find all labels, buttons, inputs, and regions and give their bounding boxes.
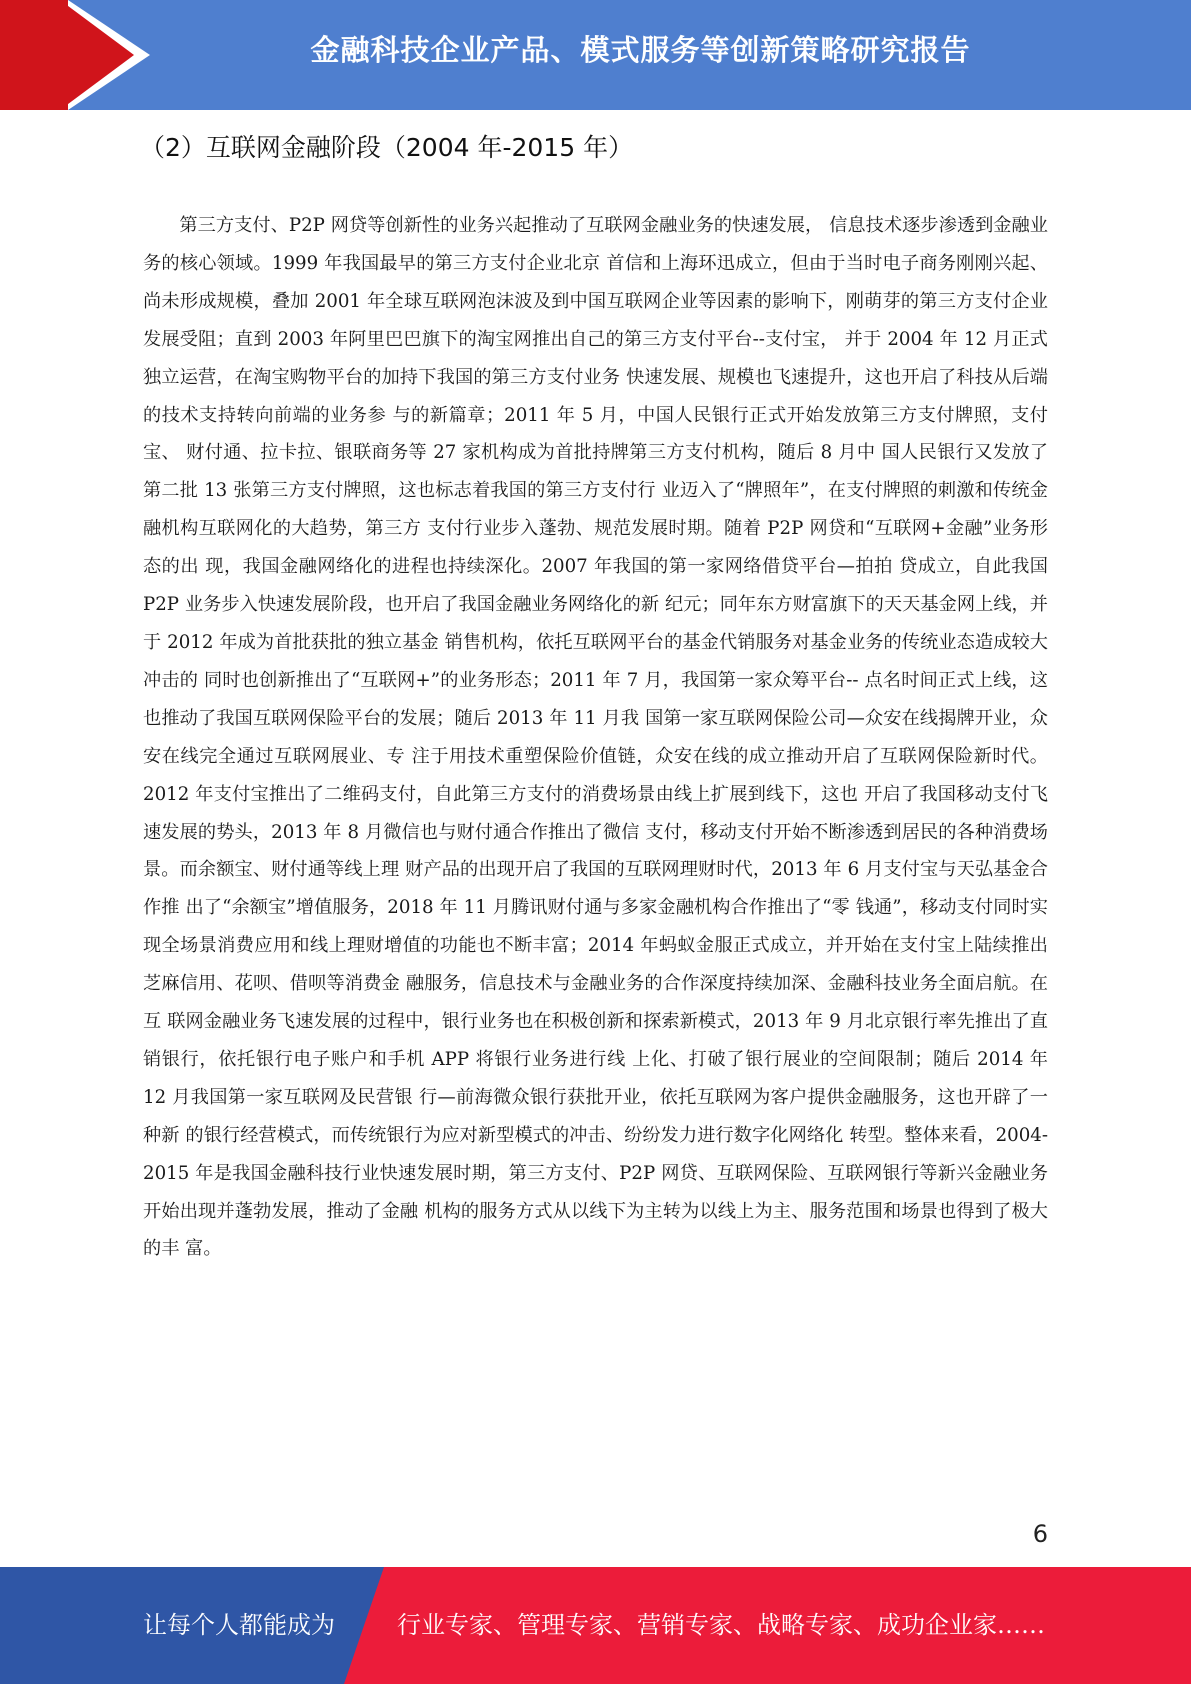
footer-slogan-right: 行业专家、管理专家、营销专家、战略专家、成功企业家…… <box>397 1611 1045 1639</box>
page-number: 6 <box>1032 1520 1048 1548</box>
page-header <box>0 0 1191 110</box>
body-paragraph: 第三方支付、P2P 网贷等创新性的业务兴起推动了互联网金融业务的快速发展， 信息技术逐步渗透到金融业务的核心领域。1999 年我国最早的第三方支付企业北京 首信和上海环迅成立，但由于当时电子商务刚刚兴起、尚未形成规模，叠加 2001 年全球互联网泡沫波及到中国互联网企业等因素的影响下，刚萌芽的第三方支付企业 发展受阻；直到 2003 年阿里巴巴旗下的淘宝网推出自己的第三方支付平台--支付宝， 并于 2004 年 12 月正式独立运营，在淘宝购物平台的加持下我国的第三方支付业务 快速发展、规模也飞速提升，这也开启了科技从后端的技术支持转向前端的业务参 与的新篇章；2011 年 5 月，中国人民银行正式开始发放第三方支付牌照，支付宝、 财付通、拉卡拉、银联商务等 27 家机构成为首批持牌第三方支付机构，随后 8 月中 国人民银行又发放了第二批 13 张第三方支付牌照，这也标志着我国的第三方支付行 业迈入了“牌照年”，在支付牌照的刺激和传统金融机构互联网化的大趋势，第三方 支付行业步入蓬勃、规范发展时期。随着 P2P 网贷和“互联网+金融”业务形态的出 现，我国金融网络化的进程也持续深化。2007 年我国的第一家网络借贷平台—拍拍 贷成立，自此我国 P2P 业务步入快速发展阶段，也开启了我国金融业务网络化的新 纪元；同年东方财富旗下的天天基金网上线，并于 2012 年成为首批获批的独立基金 销售机构，依托互联网平台的基金代销服务对基金业务的传统业态造成较大冲击的 同时也创新推出了“互联网+”的业务形态；2011 年 7 月，我国第一家众筹平台-- 点名时间正式上线，这也推动了我国互联网保险平台的发展；随后 2013 年 11 月我 国第一家互联网保险公司—众安在线揭牌开业，众安在线完全通过互联网展业、专 注于用技术重塑保险价值链，众安在线的成立推动开启了互联网保险新时代。2012 年支付宝推出了二维码支付，自此第三方支付的消费场景由线上扩展到线下，这也 开启了我国移动支付飞速发展的势头，2013 年 8 月微信也与财付通合作推出了微信 支付，移动支付开始不断渗透到居民的各种消费场景。而余额宝、财付通等线上理 财产品的出现开启了我国的互联网理财时代，2013 年 6 月支付宝与天弘基金合作推 出了“余额宝”增值服务，2018 年 11 月腾讯财付通与多家金融机构合作推出了“零 钱通”，移动支付同时实现全场景消费应用和线上理财增值的功能也不断丰富；2014 年蚂蚁金服正式成立，并开始在支付宝上陆续推出芝麻信用、花呗、借呗等消费金 融服务，信息技术与金融业务的合作深度持续加深、金融科技业务全面启航。在互 联网金融业务飞速发展的过程中，银行业务也在积极创新和探索新模式，2013 年 9 月北京银行率先推出了直销银行，依托银行电子账户和手机 APP 将银行业务进行线 上化、打破了银行展业的空间限制；随后 2014 年 12 月我国第一家互联网及民营银 行—前海微众银行获批开业，依托互联网为客户提供金融服务，这也开辟了一种新 的银行经营模式，而传统银行为应对新型模式的冲击、纷纷发力进行数字化网络化 转型。整体来看，2004-2015 年是我国金融科技行业快速发展时期，第三方支付、P2P 网贷、互联网保险、互联网银行等新兴金融业务开始出现并蓬勃发展，推动了金融 机构的服务方式从以线下为主转为以线上为主、服务范围和场景也得到了极大的丰 富。 <box>143 215 1048 1260</box>
header-arrow-icon <box>60 0 134 110</box>
header-title: 金融科技企业产品、模式服务等创新策略研究报告 <box>310 33 971 67</box>
page-footer <box>0 1567 1191 1684</box>
section-title: （2）互联网金融阶段（2004 年-2015 年） <box>140 133 634 162</box>
header-red-block <box>0 0 68 110</box>
footer-slogan-left: 让每个人都能成为 <box>143 1611 335 1639</box>
